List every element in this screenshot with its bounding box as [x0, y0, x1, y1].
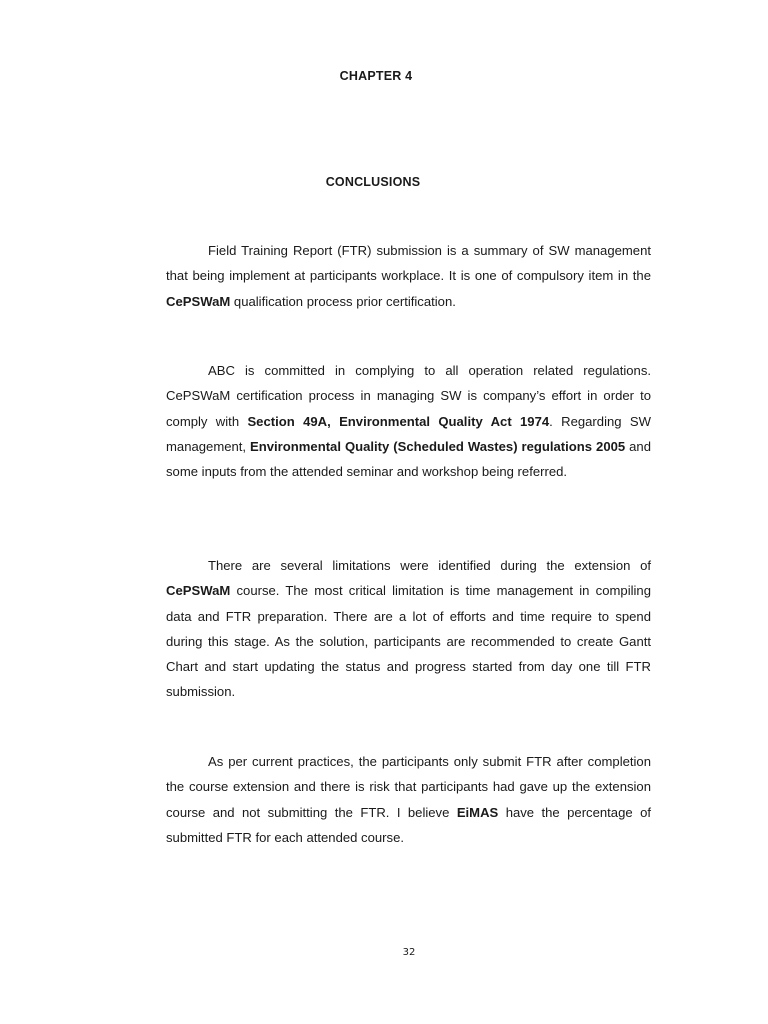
- paragraph-current-practices: [166, 749, 651, 850]
- paragraph-text: qualification process prior certification.: [230, 293, 456, 309]
- paragraph-emphasis: CePSWaM: [166, 583, 231, 599]
- paragraph-text: . Regarding SW management,: [166, 413, 651, 454]
- paragraph-emphasis: Section 49A, Environmental Quality Act 1974: [247, 413, 550, 429]
- paragraph-text: There are several limitations were identified during the extension of: [208, 558, 651, 573]
- paragraph-text: Field Training Report (FTR) submission is a summary of SW management that being implement at participants workplace. It is one of compulsory item in the: [166, 243, 651, 284]
- paragraph-text: have the percentage of submitted FTR for each attended course.: [166, 804, 651, 845]
- paragraph-limitations: [166, 553, 651, 705]
- paragraph-text: As per current practices, the participants only submit FTR after completion the course extension and there is risk that participants had gave up the extension course and not submitting the FTR. I believe: [166, 754, 651, 820]
- paragraph-emphasis: EiMAS: [456, 804, 499, 820]
- paragraph-ftr-summary: [166, 238, 651, 314]
- paragraph-text: and some inputs from the attended seminar and workshop being referred.: [166, 438, 651, 480]
- paragraph-emphasis: Environmental Quality (Scheduled Wastes) regulations 2005: [250, 438, 626, 454]
- chapter-label: CHAPTER 4: [339, 69, 413, 83]
- paragraph-regulations: [166, 358, 651, 484]
- paragraph-text: course. The most critical limitation is time management in compiling data and FTR preparation. There are a lot of efforts and time require to spend during this stage. As the solution, participants are recommended to create Gantt Chart and start updating the status and progress started from day one till FTR submission.: [166, 583, 651, 700]
- section-title: CONCLUSIONS: [325, 175, 421, 189]
- page-number: 32: [402, 947, 416, 958]
- paragraph-emphasis: CePSWaM: [166, 293, 231, 309]
- paragraph-text: ABC is committed in complying to all operation related regulations. CePSWaM certification process in managing SW is company’s effort in order to comply with: [166, 363, 651, 429]
